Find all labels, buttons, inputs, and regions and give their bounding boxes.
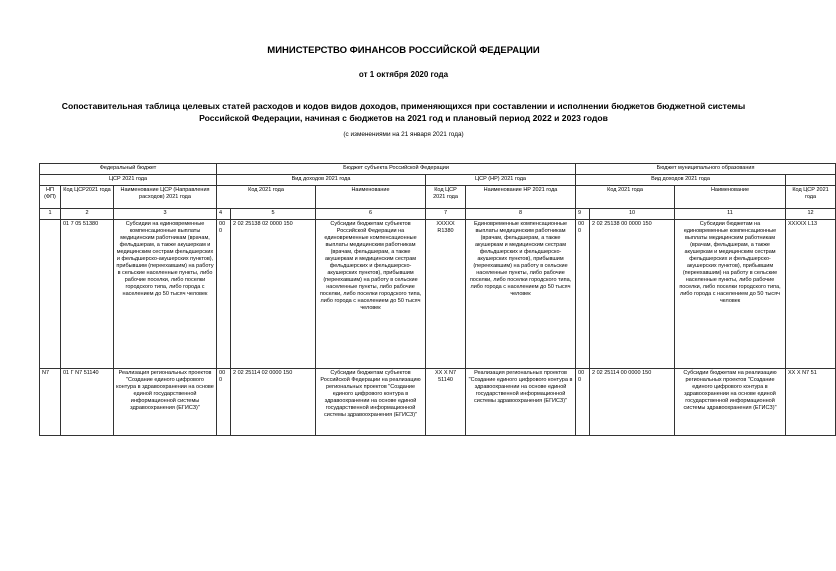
- subgroup-income-2021-municipal: Вид доходов 2021 года: [576, 175, 786, 186]
- col-num: 10: [590, 209, 675, 220]
- subgroup-header-row: [40, 175, 836, 186]
- subgroup-income-2021: Вид доходов 2021 года: [217, 175, 426, 186]
- col-csr-code-regional: Код ЦСР 2021 года: [426, 186, 466, 209]
- col-np-name-regional: Наименование НР 2021 года: [466, 186, 576, 209]
- col-name-municipal: Наименование: [675, 186, 786, 209]
- cell-csr-code-regional: XXXXX R1380: [426, 220, 466, 369]
- col-code-municipal: Код 2021 года: [576, 186, 675, 209]
- col-num: 5: [231, 209, 316, 220]
- cell-income-code-municipal: 2 02 25138 00 0000 150: [590, 220, 675, 369]
- cell-csr-code-municipal: XXXXX L13: [786, 220, 836, 369]
- cell-income-code-regional: 2 02 25138 02 0000 150: [231, 220, 316, 369]
- col-num: 6: [316, 209, 426, 220]
- cell-csr-name: Субсидии на единовременные компенсационные выплаты медицинским работникам (врачам, фельдшерам, а также акушеркам и медицинским сестрам фельдшерских и фельдшерско-акушерских пунктов), прибывшим (переехавшим) на работу в сельские населенные пункты, либо рабочие поселки, либо поселки городского типа, либо города с населением до 50 тысяч человек: [114, 220, 217, 369]
- group-header-row: [40, 164, 836, 175]
- ministry-title: МИНИСТЕРСТВО ФИНАНСОВ РОССИЙСКОЙ ФЕДЕРАЦИИ: [267, 45, 540, 56]
- cell-admin-code-regional: 000: [217, 369, 231, 436]
- document-date: от 1 октября 2020 года: [358, 70, 449, 79]
- col-code-regional: Код 2021 года: [217, 186, 316, 209]
- document-title: Сопоставительная таблица целевых статей расходов и кодов видов доходов, применяющихся при составлении и исполнении бюджетов бюджетной системы Российской Федерации, начиная с бюджетов на 2021 год и плановый период 2022 и 2023 годов: [61, 101, 746, 123]
- cell-np: [40, 220, 61, 369]
- col-csr-code-municipal: Код ЦСР 2021 года: [786, 186, 836, 209]
- cell-csr-code: 01 Г N7 51140: [61, 369, 114, 436]
- col-name-regional: Наименование: [316, 186, 426, 209]
- cell-np: N7: [40, 369, 61, 436]
- col-num: 7: [426, 209, 466, 220]
- comparison-table: [39, 163, 836, 436]
- col-csr-name: Наименование ЦСР (Направления расходов) 2021 года: [114, 186, 217, 209]
- table-row: [40, 220, 836, 369]
- col-num: 4: [217, 209, 231, 220]
- cell-income-code-municipal: 2 02 25114 00 0000 150: [590, 369, 675, 436]
- cell-income-name-regional: Субсидии бюджетам субъектов Российской Федерации на реализацию региональных проектов "Создание единого цифрового контура в здравоохранении на основе единой государственной информационной системы здравоохранения (ЕГИСЗ)": [316, 369, 426, 436]
- col-csr-code: Код ЦСР2021 года: [61, 186, 114, 209]
- cell-income-code-regional: 2 02 25114 02 0000 150: [231, 369, 316, 436]
- subgroup-empty: [786, 175, 836, 186]
- cell-csr-code-regional: XX X N7 51140: [426, 369, 466, 436]
- col-num: 8: [466, 209, 576, 220]
- cell-income-name-municipal: Субсидии бюджетам на реализацию региональных проектов "Создание единого цифрового контура в здравоохранении на основе единой государственной информационной системы здравоохранения (ЕГИСЗ)": [675, 369, 786, 436]
- cell-admin-code-regional: 000: [217, 220, 231, 369]
- col-num: 3: [114, 209, 217, 220]
- cell-income-name-municipal: Субсидии бюджетам на единовременные компенсационные выплаты медицинским работникам (врачам, фельдшерам, а также акушеркам и медицинским сестрам фельдшерских и фельдшерско-акушерских пунктов), прибывшим (переехавшим) на работу в сельские населенные пункты, либо рабочие поселки, либо поселки городского типа, либо города с населением до 50 тысяч человек: [675, 220, 786, 369]
- col-num: 11: [675, 209, 786, 220]
- col-np: НП (ФП): [40, 186, 61, 209]
- table-row: [40, 369, 836, 436]
- cell-csr-code-municipal: XX X N7 51: [786, 369, 836, 436]
- column-header-row: [40, 186, 836, 209]
- cell-income-name-regional: Субсидии бюджетам субъектов Российской Федерации на единовременные компенсационные выплаты медицинским работникам (врачам, фельдшерам, а также акушеркам и медицинским сестрам фельдшерских и фельдшерско-акушерских пунктов), прибывшим (переехавшим) на работу в сельские населенные пункты, либо рабочие поселки, либо поселки городского типа, либо города с населением до 50 тысяч человек: [316, 220, 426, 369]
- comparison-table-viewport: [39, 163, 829, 571]
- cell-admin-code-municipal: 000: [576, 369, 590, 436]
- col-num: 9: [576, 209, 590, 220]
- cell-csr-code: 01 7 05 51380: [61, 220, 114, 369]
- group-regional: Бюджет субъекта Российской Федерации: [217, 164, 576, 175]
- cell-np-name-regional: Единовременные компенсационные выплаты медицинским работникам (врачам, фельдшерам, а также акушеркам и медицинским сестрам фельдшерских и фельдшерско-акушерских пунктов), прибывшим (переехавшим) на работу в сельские населенные пункты, либо рабочие поселки, либо поселки городского типа, либо города с населением до 50 тысяч человек: [466, 220, 576, 369]
- subgroup-csr-2021: ЦСР 2021 года: [40, 175, 217, 186]
- column-number-row: [40, 209, 836, 220]
- group-federal: Федеральный бюджет: [40, 164, 217, 175]
- cell-csr-name: Реализация региональных проектов "Создание единого цифрового контура в здравоохранении на основе единой государственной информационной системы здравоохранения (ЕГИСЗ)": [114, 369, 217, 436]
- col-num: 12: [786, 209, 836, 220]
- cell-np-name-regional: Реализация региональных проектов "Создание единого цифрового контура в здравоохранении на основе единой государственной информационной системы здравоохранения (ЕГИСЗ)": [466, 369, 576, 436]
- group-municipal: Бюджет муниципального образования: [576, 164, 836, 175]
- amendment-note: (с изменениями на 21 января 2021 года): [343, 131, 464, 138]
- subgroup-csr-np-2021: ЦСР (НР) 2021 года: [426, 175, 576, 186]
- cell-admin-code-municipal: 000: [576, 220, 590, 369]
- col-num: 1: [40, 209, 61, 220]
- col-num: 2: [61, 209, 114, 220]
